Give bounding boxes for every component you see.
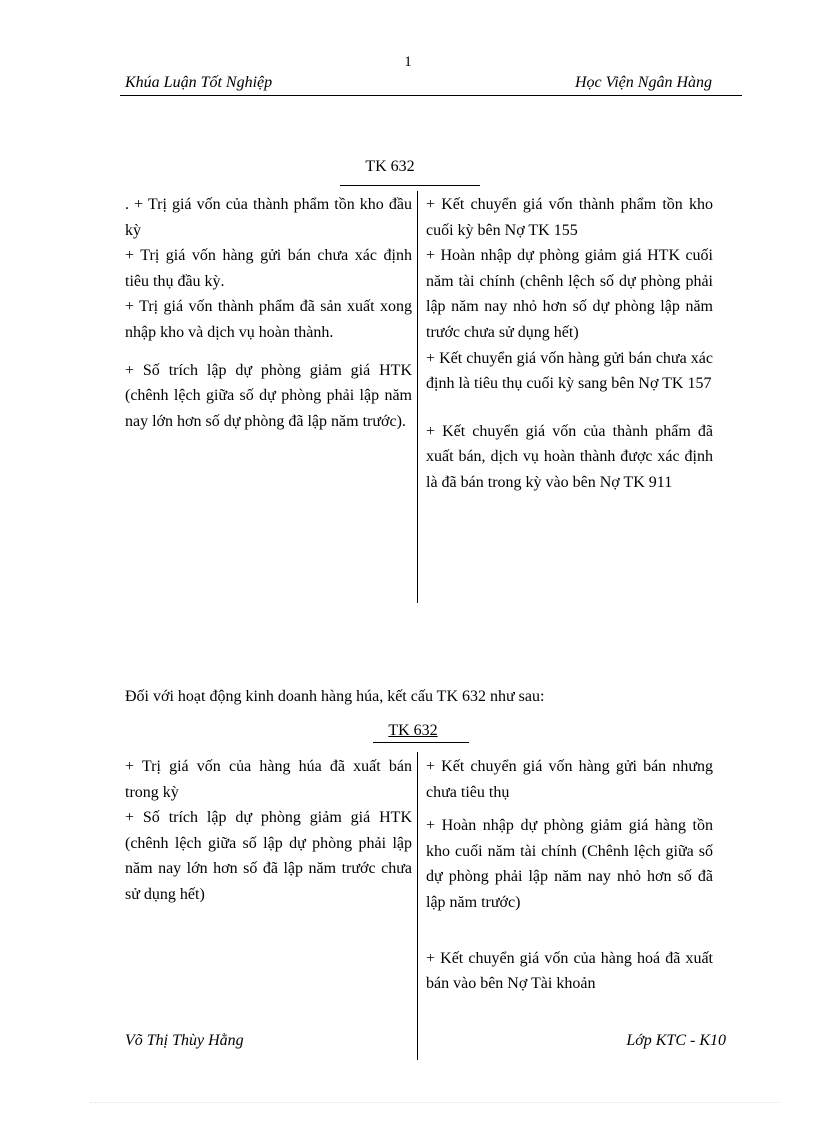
page-number: 1 <box>404 54 412 70</box>
account1-debit-item: + Trị giá vốn hàng gửi bán chưa xác định tiêu thụ đầu kỳ. <box>125 247 412 290</box>
account2-top-rule <box>373 742 469 743</box>
account2-debit-item: + Số trích lập dự phòng giảm giá HTK (chênh lệch giữa số lập dự phòng phải lập năm nay lớn hơn số đã lập năm trước chưa sử dụng hết) <box>125 809 412 903</box>
account1-debit-item: + Trị giá vốn thành phẩm đã sản xuất xong nhập kho và dịch vụ hoàn thành. <box>125 298 412 341</box>
account1-debit-item: . + Trị giá vốn của thành phẩm tồn kho đầu kỳ <box>125 196 412 239</box>
footer-class: Lớp KTC - K10 <box>626 1032 726 1049</box>
account1-credit-item: + Hoàn nhập dự phòng giảm giá HTK cuối năm tài chính (chênh lệch số dự phòng phải lập năm nay nhỏ hơn số dự phòng lập năm trước chưa sử dụng hết) <box>426 247 713 341</box>
account1-title: TK 632 <box>365 158 415 175</box>
account2-divider <box>417 752 418 1060</box>
account1-credit-item: + Kết chuyển giá vốn của thành phẩm đã xuất bán, dịch vụ hoàn thành được xác định là đã bán trong kỳ vào bên Nợ TK 911 <box>426 422 713 491</box>
account1-divider <box>417 191 418 603</box>
account1-credit-item: + Kết chuyển giá vốn hàng gửi bán chưa xác định là tiêu thụ cuối kỳ sang bên Nợ TK 157 <box>426 349 713 393</box>
account1-top-rule <box>340 185 480 186</box>
account1-debit-side <box>125 192 412 434</box>
footer-author: Võ Thị Thùy Hằng <box>125 1032 244 1049</box>
header-institution: Học Viện Ngân Hàng <box>574 74 712 91</box>
account2-credit-item: + Kết chuyển giá vốn hàng gửi bán nhưng chưa tiêu thụ <box>426 758 713 801</box>
account2-credit-side <box>426 754 713 997</box>
header-rule <box>120 95 742 96</box>
header-thesis-title: Khúa Luận Tốt Nghiệp <box>125 74 273 91</box>
account2-credit-item: + Kết chuyển giá vốn của hàng hoá đã xuất bán vào bên Nợ Tài khoản <box>426 949 713 993</box>
account1-credit-item: + Kết chuyển giá vốn thành phẩm tồn kho cuối kỳ bên Nợ TK 155 <box>426 196 713 239</box>
account1-debit-item: + Số trích lập dự phòng giảm giá HTK (chênh lệch giữa số dự phòng phải lập năm nay lớn hơn số dự phòng đã lập năm trước). <box>125 361 412 430</box>
account2-title: TK 632 <box>388 722 438 739</box>
account1-credit-side <box>426 192 713 496</box>
account2-debit-item: + Trị giá vốn của hàng húa đã xuất bán trong kỳ <box>125 758 412 801</box>
page-bottom-dotted-line <box>90 1102 780 1103</box>
account2-credit-item: + Hoàn nhập dự phòng giảm giá hàng tồn kho cuối năm tài chính (Chênh lệch giữa số dự phòng phải lập năm nay nhỏ hơn số đã lập năm trước) <box>426 817 713 911</box>
intro-text: Đối với hoạt động kinh doanh hàng húa, kết cấu TK 632 như sau: <box>125 688 545 705</box>
account2-debit-side <box>125 754 412 908</box>
